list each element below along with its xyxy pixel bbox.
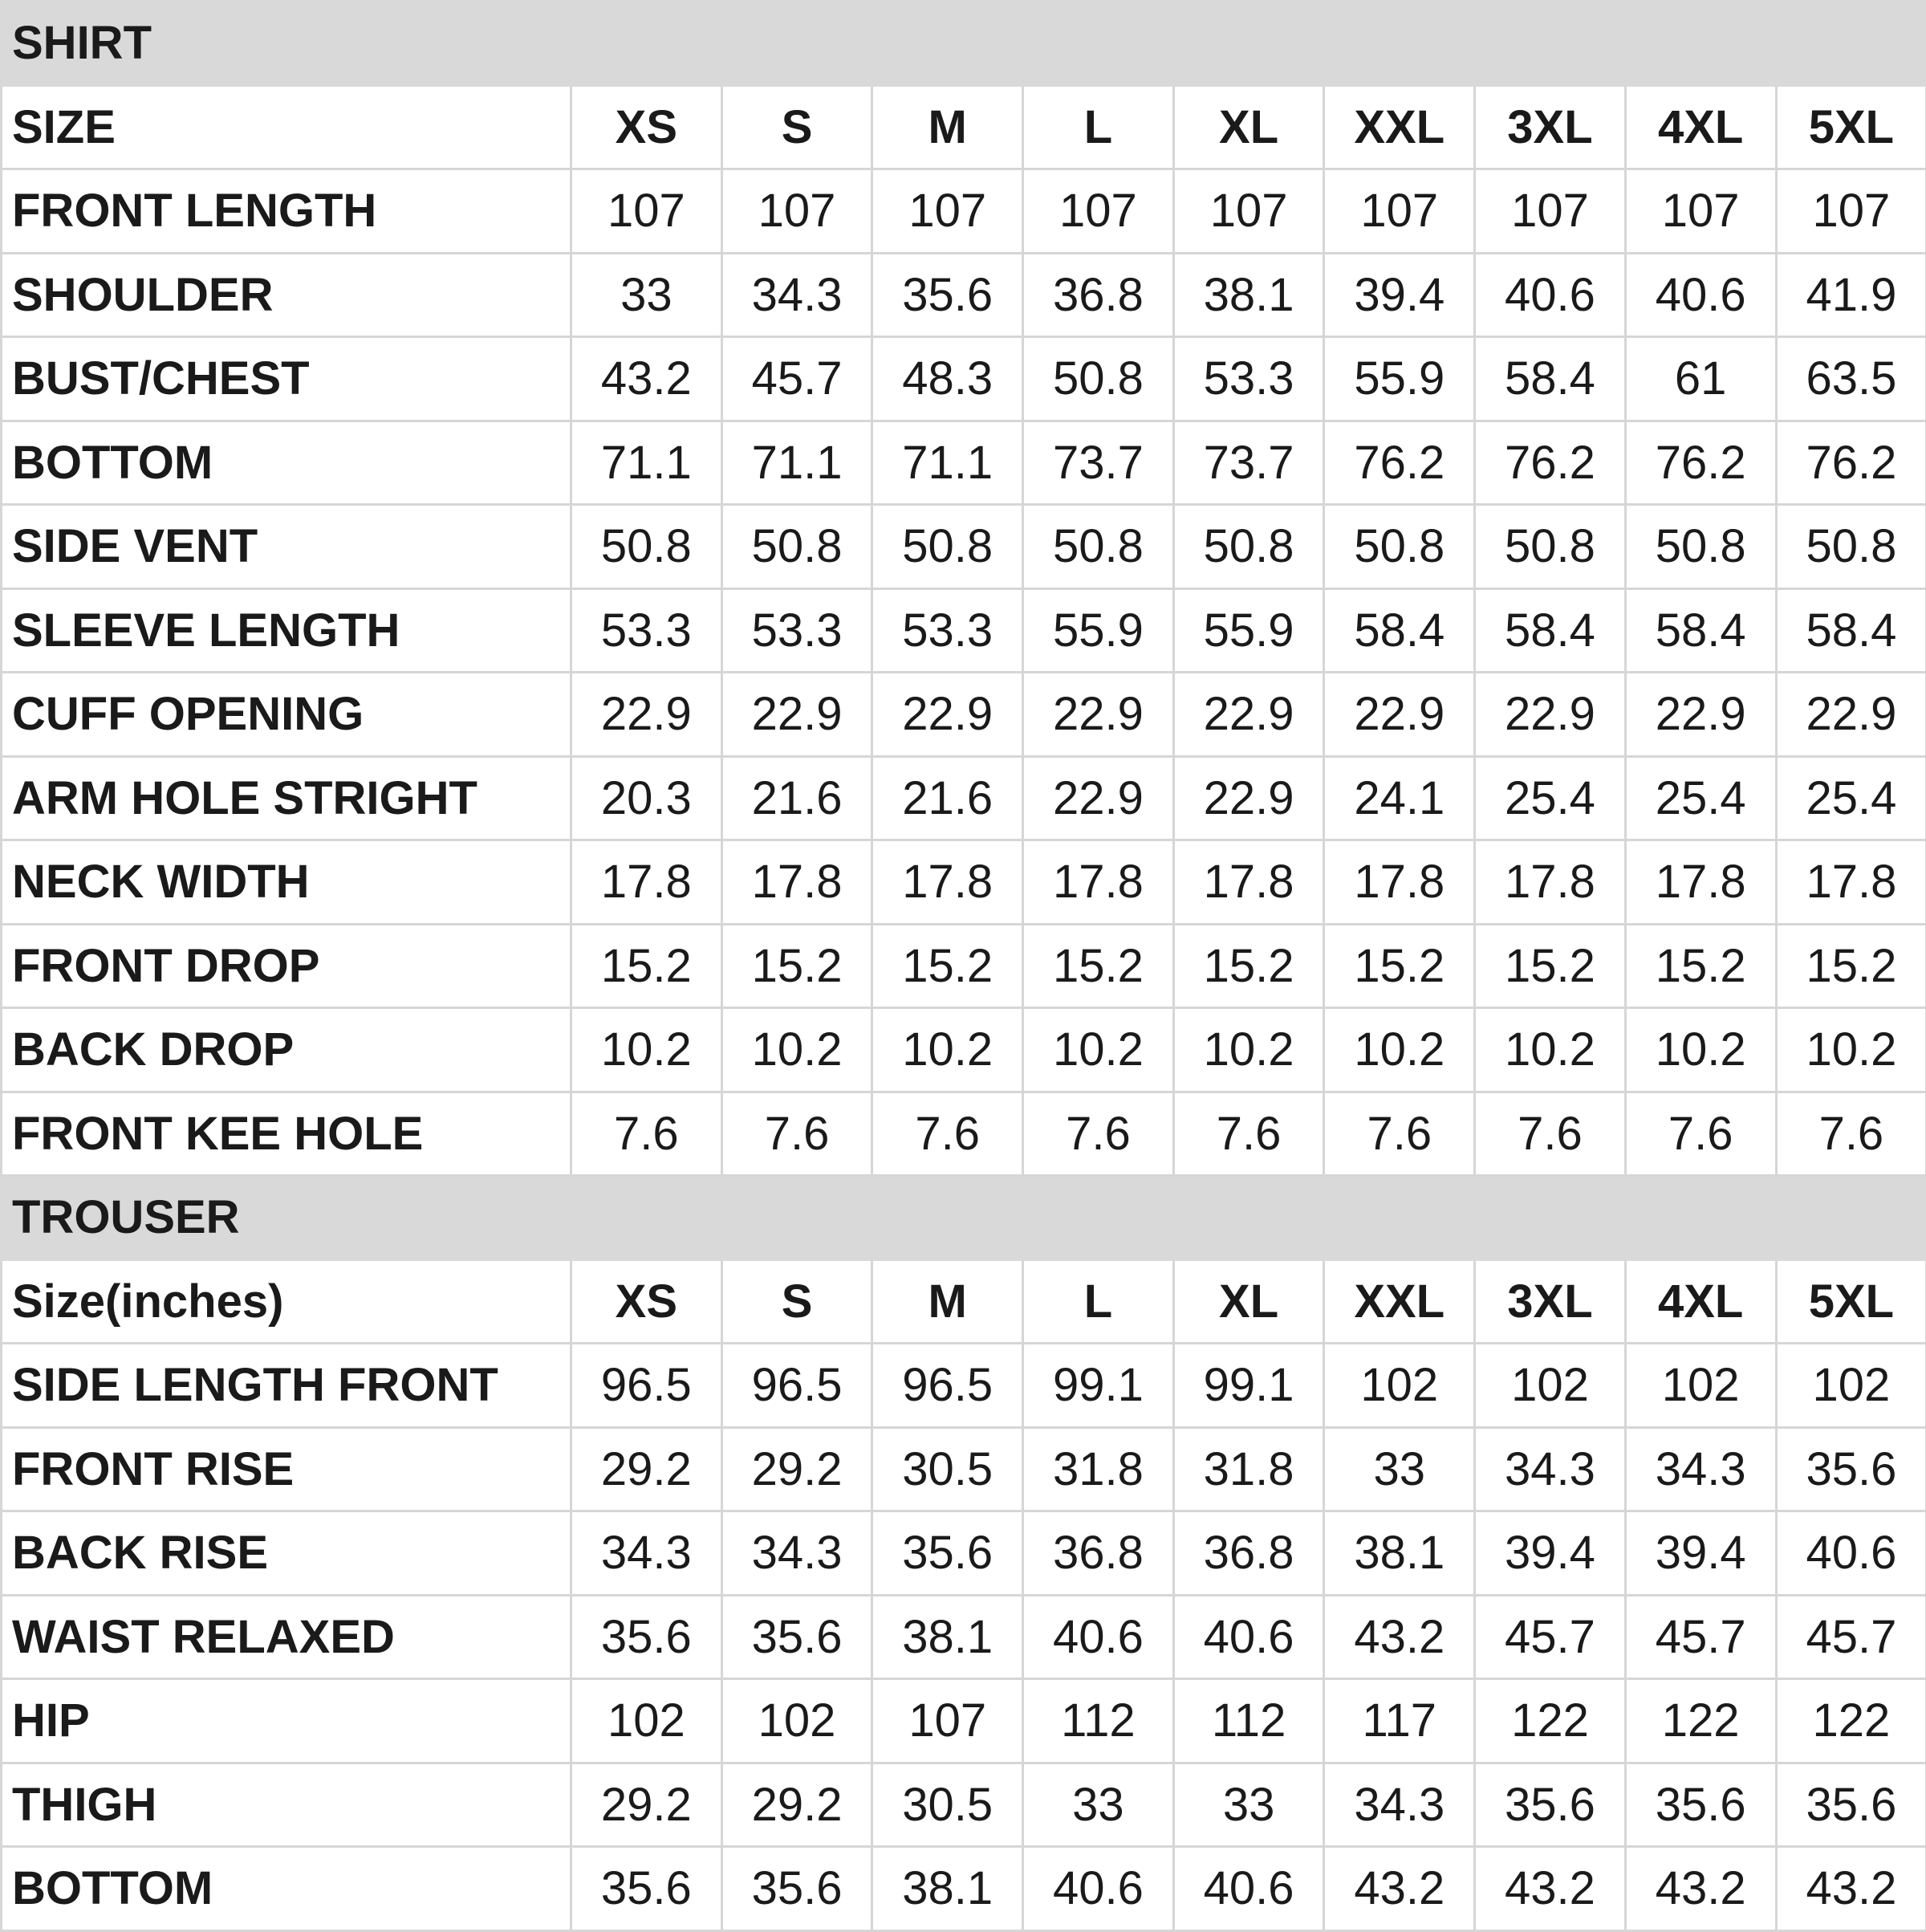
shirt-measurement-value: 22.9 xyxy=(1173,673,1324,757)
shirt-measurement-value: 53.3 xyxy=(721,588,872,673)
shirt-measurement-value: 55.9 xyxy=(1173,588,1324,673)
shirt-measurement-value: 10.2 xyxy=(1475,1008,1626,1092)
shirt-measurement-value: 107 xyxy=(1023,169,1174,254)
shirt-measurement-value: 50.8 xyxy=(571,505,722,589)
shirt-measurement-value: 7.6 xyxy=(1324,1092,1475,1176)
shirt-measurement-value: 38.1 xyxy=(1173,253,1324,337)
trouser-measurement-value: 40.6 xyxy=(1023,1595,1174,1679)
shirt-measurement-value: 17.8 xyxy=(1173,840,1324,925)
shirt-measurement-value: 107 xyxy=(1776,169,1926,254)
trouser-measurement-row xyxy=(2,1344,1926,1428)
trouser-measurement-value: 29.2 xyxy=(721,1427,872,1511)
trouser-measurement-value: 35.6 xyxy=(1625,1763,1776,1847)
shirt-size-header: XXL xyxy=(1324,85,1475,169)
shirt-measurement-value: 25.4 xyxy=(1625,756,1776,840)
trouser-measurement-value: 35.6 xyxy=(872,1511,1023,1596)
trouser-header-label: Size(inches) xyxy=(2,1259,571,1344)
trouser-size-header: M xyxy=(872,1259,1023,1344)
shirt-measurement-value: 17.8 xyxy=(1625,840,1776,925)
trouser-measurement-value: 34.3 xyxy=(571,1511,722,1596)
shirt-measurement-value: 50.8 xyxy=(721,505,872,589)
shirt-measurement-value: 76.2 xyxy=(1324,421,1475,505)
shirt-measurement-value: 53.3 xyxy=(1173,337,1324,421)
shirt-measurement-value: 15.2 xyxy=(1173,924,1324,1008)
shirt-measurement-row xyxy=(2,673,1926,757)
trouser-size-header: XS xyxy=(571,1259,722,1344)
shirt-measurement-value: 22.9 xyxy=(1324,673,1475,757)
trouser-measurement-value: 34.3 xyxy=(1625,1427,1776,1511)
shirt-measurement-value: 15.2 xyxy=(571,924,722,1008)
shirt-measurement-value: 58.4 xyxy=(1475,588,1626,673)
trouser-measurement-value: 112 xyxy=(1023,1679,1174,1763)
trouser-measurement-value: 34.3 xyxy=(1475,1427,1626,1511)
shirt-measurement-value: 15.2 xyxy=(1625,924,1776,1008)
trouser-measurement-value: 38.1 xyxy=(872,1847,1023,1931)
trouser-measurement-row xyxy=(2,1511,1926,1596)
shirt-measurement-value: 55.9 xyxy=(1324,337,1475,421)
trouser-measurement-value: 102 xyxy=(1776,1344,1926,1428)
shirt-measurement-value: 50.8 xyxy=(872,505,1023,589)
shirt-measurement-value: 15.2 xyxy=(721,924,872,1008)
trouser-size-header: 5XL xyxy=(1776,1259,1926,1344)
shirt-measurement-value: 7.6 xyxy=(1475,1092,1626,1176)
shirt-measurement-value: 73.7 xyxy=(1173,421,1324,505)
shirt-measurement-value: 7.6 xyxy=(721,1092,872,1176)
shirt-measurement-row xyxy=(2,1092,1926,1176)
shirt-measurement-value: 43.2 xyxy=(571,337,722,421)
shirt-size-header: 4XL xyxy=(1625,85,1776,169)
shirt-measurement-value: 40.6 xyxy=(1475,253,1626,337)
shirt-measurement-value: 50.8 xyxy=(1625,505,1776,589)
trouser-measurement-value: 30.5 xyxy=(872,1427,1023,1511)
trouser-measurement-value: 43.2 xyxy=(1776,1847,1926,1931)
trouser-measurement-value: 29.2 xyxy=(571,1763,722,1847)
shirt-measurement-label: SLEEVE LENGTH xyxy=(2,588,571,673)
shirt-measurement-value: 10.2 xyxy=(571,1008,722,1092)
shirt-size-header: 3XL xyxy=(1475,85,1626,169)
trouser-measurement-value: 35.6 xyxy=(1475,1763,1626,1847)
trouser-measurement-value: 122 xyxy=(1776,1679,1926,1763)
trouser-measurement-value: 45.7 xyxy=(1475,1595,1626,1679)
shirt-measurement-value: 10.2 xyxy=(1324,1008,1475,1092)
shirt-measurement-value: 25.4 xyxy=(1776,756,1926,840)
trouser-measurement-value: 36.8 xyxy=(1023,1511,1174,1596)
shirt-measurement-value: 71.1 xyxy=(872,421,1023,505)
shirt-section-title: SHIRT xyxy=(2,2,1926,86)
shirt-measurement-label: FRONT DROP xyxy=(2,924,571,1008)
trouser-measurement-value: 102 xyxy=(1324,1344,1475,1428)
shirt-measurement-row xyxy=(2,1008,1926,1092)
trouser-measurement-value: 29.2 xyxy=(721,1763,872,1847)
shirt-measurement-row xyxy=(2,924,1926,1008)
shirt-measurement-value: 7.6 xyxy=(1625,1092,1776,1176)
size-chart-body xyxy=(2,2,1926,1931)
shirt-measurement-value: 107 xyxy=(571,169,722,254)
trouser-measurement-row xyxy=(2,1427,1926,1511)
shirt-measurement-value: 45.7 xyxy=(721,337,872,421)
shirt-measurement-value: 50.8 xyxy=(1475,505,1626,589)
shirt-header-label: SIZE xyxy=(2,85,571,169)
shirt-measurement-value: 10.2 xyxy=(1173,1008,1324,1092)
shirt-measurement-value: 71.1 xyxy=(571,421,722,505)
shirt-measurement-value: 15.2 xyxy=(1023,924,1174,1008)
shirt-measurement-value: 76.2 xyxy=(1475,421,1626,505)
trouser-measurement-value: 107 xyxy=(872,1679,1023,1763)
trouser-measurement-value: 122 xyxy=(1475,1679,1626,1763)
shirt-measurement-value: 53.3 xyxy=(872,588,1023,673)
shirt-measurement-value: 17.8 xyxy=(1324,840,1475,925)
trouser-measurement-value: 31.8 xyxy=(1173,1427,1324,1511)
shirt-measurement-value: 22.9 xyxy=(1023,673,1174,757)
trouser-measurement-value: 43.2 xyxy=(1475,1847,1626,1931)
trouser-measurement-value: 45.7 xyxy=(1776,1595,1926,1679)
shirt-measurement-label: FRONT LENGTH xyxy=(2,169,571,254)
shirt-measurement-value: 107 xyxy=(1173,169,1324,254)
shirt-measurement-row xyxy=(2,505,1926,589)
trouser-size-header: XXL xyxy=(1324,1259,1475,1344)
trouser-measurement-value: 96.5 xyxy=(721,1344,872,1428)
trouser-measurement-value: 99.1 xyxy=(1173,1344,1324,1428)
shirt-measurement-value: 35.6 xyxy=(872,253,1023,337)
trouser-size-header: 3XL xyxy=(1475,1259,1626,1344)
shirt-measurement-value: 21.6 xyxy=(721,756,872,840)
shirt-size-header: 5XL xyxy=(1776,85,1926,169)
trouser-measurement-value: 33 xyxy=(1023,1763,1174,1847)
shirt-measurement-value: 17.8 xyxy=(872,840,1023,925)
shirt-measurement-value: 50.8 xyxy=(1023,505,1174,589)
shirt-measurement-value: 33 xyxy=(571,253,722,337)
trouser-measurement-value: 102 xyxy=(1475,1344,1626,1428)
shirt-size-header: XL xyxy=(1173,85,1324,169)
shirt-measurement-label: BACK DROP xyxy=(2,1008,571,1092)
shirt-measurement-value: 10.2 xyxy=(1625,1008,1776,1092)
shirt-measurement-value: 15.2 xyxy=(1776,924,1926,1008)
shirt-measurement-label: SIDE VENT xyxy=(2,505,571,589)
shirt-measurement-value: 53.3 xyxy=(571,588,722,673)
trouser-measurement-value: 43.2 xyxy=(1324,1595,1475,1679)
trouser-measurement-value: 38.1 xyxy=(1324,1511,1475,1596)
trouser-measurement-value: 122 xyxy=(1625,1679,1776,1763)
shirt-measurement-value: 107 xyxy=(1475,169,1626,254)
shirt-measurement-label: BUST/CHEST xyxy=(2,337,571,421)
trouser-header-row xyxy=(2,1259,1926,1344)
shirt-measurement-value: 21.6 xyxy=(872,756,1023,840)
shirt-measurement-value: 50.8 xyxy=(1023,337,1174,421)
trouser-measurement-value: 33 xyxy=(1173,1763,1324,1847)
shirt-measurement-value: 10.2 xyxy=(1776,1008,1926,1092)
shirt-measurement-value: 22.9 xyxy=(1475,673,1626,757)
trouser-measurement-value: 102 xyxy=(1625,1344,1776,1428)
trouser-measurement-value: 45.7 xyxy=(1625,1595,1776,1679)
shirt-measurement-value: 58.4 xyxy=(1324,588,1475,673)
trouser-measurement-value: 35.6 xyxy=(1776,1763,1926,1847)
trouser-measurement-value: 43.2 xyxy=(1625,1847,1776,1931)
trouser-size-header: L xyxy=(1023,1259,1174,1344)
shirt-measurement-value: 7.6 xyxy=(1776,1092,1926,1176)
shirt-measurement-label: SHOULDER xyxy=(2,253,571,337)
shirt-measurement-value: 22.9 xyxy=(571,673,722,757)
shirt-measurement-row xyxy=(2,169,1926,254)
shirt-measurement-row xyxy=(2,253,1926,337)
trouser-measurement-value: 102 xyxy=(571,1679,722,1763)
shirt-measurement-value: 15.2 xyxy=(872,924,1023,1008)
trouser-measurement-value: 35.6 xyxy=(721,1595,872,1679)
trouser-measurement-value: 34.3 xyxy=(1324,1763,1475,1847)
shirt-measurement-row xyxy=(2,588,1926,673)
shirt-measurement-value: 17.8 xyxy=(1023,840,1174,925)
shirt-measurement-value: 40.6 xyxy=(1625,253,1776,337)
shirt-measurement-row xyxy=(2,756,1926,840)
shirt-measurement-row xyxy=(2,421,1926,505)
shirt-measurement-value: 34.3 xyxy=(721,253,872,337)
trouser-measurement-value: 40.6 xyxy=(1173,1847,1324,1931)
shirt-measurement-value: 17.8 xyxy=(721,840,872,925)
trouser-measurement-value: 35.6 xyxy=(1776,1427,1926,1511)
shirt-measurement-value: 22.9 xyxy=(872,673,1023,757)
shirt-measurement-value: 107 xyxy=(872,169,1023,254)
trouser-size-header: 4XL xyxy=(1625,1259,1776,1344)
shirt-measurement-value: 24.1 xyxy=(1324,756,1475,840)
trouser-measurement-label: BACK RISE xyxy=(2,1511,571,1596)
shirt-measurement-value: 107 xyxy=(1324,169,1475,254)
trouser-measurement-label: BOTTOM xyxy=(2,1847,571,1931)
shirt-measurement-label: CUFF OPENING xyxy=(2,673,571,757)
trouser-measurement-label: SIDE LENGTH FRONT xyxy=(2,1344,571,1428)
shirt-measurement-value: 17.8 xyxy=(1776,840,1926,925)
shirt-size-header: L xyxy=(1023,85,1174,169)
trouser-measurement-value: 38.1 xyxy=(872,1595,1023,1679)
shirt-measurement-value: 41.9 xyxy=(1776,253,1926,337)
shirt-measurement-value: 36.8 xyxy=(1023,253,1174,337)
trouser-measurement-value: 36.8 xyxy=(1173,1511,1324,1596)
trouser-measurement-value: 40.6 xyxy=(1023,1847,1174,1931)
trouser-measurement-value: 33 xyxy=(1324,1427,1475,1511)
shirt-measurement-value: 7.6 xyxy=(571,1092,722,1176)
trouser-measurement-value: 99.1 xyxy=(1023,1344,1174,1428)
shirt-measurement-label: BOTTOM xyxy=(2,421,571,505)
trouser-measurement-value: 31.8 xyxy=(1023,1427,1174,1511)
trouser-measurement-value: 40.6 xyxy=(1173,1595,1324,1679)
shirt-measurement-value: 10.2 xyxy=(721,1008,872,1092)
shirt-measurement-label: FRONT KEE HOLE xyxy=(2,1092,571,1176)
trouser-measurement-value: 96.5 xyxy=(872,1344,1023,1428)
shirt-measurement-value: 10.2 xyxy=(1023,1008,1174,1092)
trouser-measurement-value: 39.4 xyxy=(1625,1511,1776,1596)
shirt-measurement-value: 10.2 xyxy=(872,1008,1023,1092)
shirt-size-header: XS xyxy=(571,85,722,169)
shirt-measurement-value: 20.3 xyxy=(571,756,722,840)
shirt-measurement-value: 55.9 xyxy=(1023,588,1174,673)
trouser-measurement-value: 39.4 xyxy=(1475,1511,1626,1596)
shirt-measurement-value: 7.6 xyxy=(1023,1092,1174,1176)
shirt-measurement-value: 22.9 xyxy=(1776,673,1926,757)
trouser-measurement-row xyxy=(2,1679,1926,1763)
trouser-measurement-value: 96.5 xyxy=(571,1344,722,1428)
trouser-measurement-value: 40.6 xyxy=(1776,1511,1926,1596)
trouser-section-row xyxy=(2,1176,1926,1260)
shirt-measurement-value: 17.8 xyxy=(571,840,722,925)
trouser-size-header: S xyxy=(721,1259,872,1344)
shirt-measurement-value: 76.2 xyxy=(1776,421,1926,505)
trouser-measurement-value: 102 xyxy=(721,1679,872,1763)
trouser-measurement-value: 35.6 xyxy=(721,1847,872,1931)
shirt-measurement-value: 22.9 xyxy=(1625,673,1776,757)
shirt-measurement-row xyxy=(2,337,1926,421)
shirt-measurement-label: NECK WIDTH xyxy=(2,840,571,925)
shirt-measurement-value: 25.4 xyxy=(1475,756,1626,840)
shirt-measurement-value: 50.8 xyxy=(1776,505,1926,589)
shirt-measurement-value: 73.7 xyxy=(1023,421,1174,505)
shirt-header-row xyxy=(2,85,1926,169)
shirt-size-header: M xyxy=(872,85,1023,169)
trouser-measurement-row xyxy=(2,1847,1926,1931)
trouser-measurement-value: 35.6 xyxy=(571,1847,722,1931)
shirt-measurement-value: 76.2 xyxy=(1625,421,1776,505)
shirt-measurement-value: 61 xyxy=(1625,337,1776,421)
shirt-size-header: S xyxy=(721,85,872,169)
trouser-measurement-value: 29.2 xyxy=(571,1427,722,1511)
shirt-measurement-value: 39.4 xyxy=(1324,253,1475,337)
shirt-measurement-value: 63.5 xyxy=(1776,337,1926,421)
trouser-measurement-value: 117 xyxy=(1324,1679,1475,1763)
shirt-section-row xyxy=(2,2,1926,86)
trouser-measurement-row xyxy=(2,1763,1926,1847)
trouser-measurement-value: 35.6 xyxy=(571,1595,722,1679)
trouser-measurement-value: 30.5 xyxy=(872,1763,1023,1847)
shirt-measurement-value: 58.4 xyxy=(1776,588,1926,673)
shirt-measurement-value: 17.8 xyxy=(1475,840,1626,925)
shirt-measurement-value: 7.6 xyxy=(1173,1092,1324,1176)
shirt-measurement-value: 7.6 xyxy=(872,1092,1023,1176)
shirt-measurement-value: 107 xyxy=(1625,169,1776,254)
trouser-section-title: TROUSER xyxy=(2,1176,1926,1260)
trouser-measurement-label: WAIST RELAXED xyxy=(2,1595,571,1679)
shirt-measurement-value: 71.1 xyxy=(721,421,872,505)
shirt-measurement-value: 22.9 xyxy=(1173,756,1324,840)
shirt-measurement-row xyxy=(2,840,1926,925)
shirt-measurement-value: 22.9 xyxy=(721,673,872,757)
shirt-measurement-label: ARM HOLE STRIGHT xyxy=(2,756,571,840)
trouser-measurement-value: 43.2 xyxy=(1324,1847,1475,1931)
shirt-measurement-value: 22.9 xyxy=(1023,756,1174,840)
shirt-measurement-value: 48.3 xyxy=(872,337,1023,421)
shirt-measurement-value: 15.2 xyxy=(1475,924,1626,1008)
trouser-size-header: XL xyxy=(1173,1259,1324,1344)
trouser-measurement-value: 112 xyxy=(1173,1679,1324,1763)
shirt-measurement-value: 58.4 xyxy=(1475,337,1626,421)
shirt-measurement-value: 50.8 xyxy=(1173,505,1324,589)
trouser-measurement-row xyxy=(2,1595,1926,1679)
trouser-measurement-value: 34.3 xyxy=(721,1511,872,1596)
trouser-measurement-label: HIP xyxy=(2,1679,571,1763)
shirt-measurement-value: 15.2 xyxy=(1324,924,1475,1008)
shirt-measurement-value: 58.4 xyxy=(1625,588,1776,673)
trouser-measurement-label: FRONT RISE xyxy=(2,1427,571,1511)
shirt-measurement-value: 107 xyxy=(721,169,872,254)
shirt-measurement-value: 50.8 xyxy=(1324,505,1475,589)
trouser-measurement-label: THIGH xyxy=(2,1763,571,1847)
